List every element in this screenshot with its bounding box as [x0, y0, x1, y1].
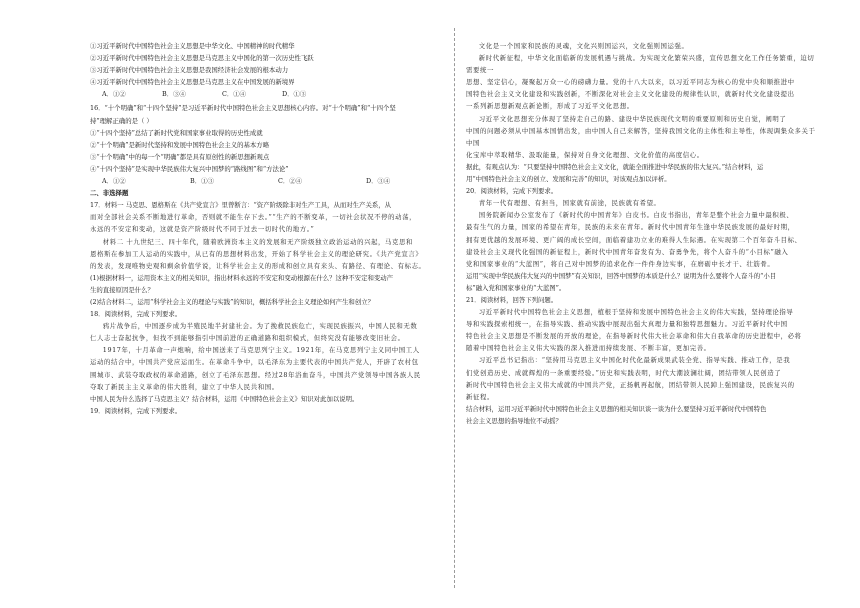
- q21-line7: 新时代中国特色社会主义伟大成就的中国共产党，正扬帆再起航，团结带领人民踔上强国建设，民族复兴的: [466, 380, 795, 389]
- q20-line4: 拥有更优越的发展环境、更广阔的成长空间，面临着建功立业的难得人生际遇。在实现第二个百年奋斗目标、: [466, 235, 802, 244]
- q17-line4: 材料二 十九世纪三、四十年代，随着欧洲资本主义的发展和无产阶级独立政治运动的兴起，马克思和: [102, 237, 414, 246]
- q15-option-4: ④习近平新时代中国特色社会主义思想是马克思主义在中国发展的新境界: [90, 78, 295, 87]
- q19-line6: 习近平文化思想充分体现了坚持走自己的路、建设中华民族现代文明的重要原则和历史自觉，阐明了: [478, 114, 787, 123]
- q21-question-line2: 社会主义思想的指导地位不动摇？: [466, 416, 562, 425]
- q16-option-2: ②“十个明确”是新时代坚持和发展中国特色社会主义的基本方略: [90, 140, 270, 149]
- q21-line5: 习近平总书记指出：“坚持用马克思主义中国化时代化最新成果武装全党、指导实践、推动工作，是我: [478, 356, 791, 365]
- q16-stem-line2: 持”理解正确的是（ ）: [90, 116, 153, 125]
- q15-choice-a: A．①②: [102, 90, 126, 99]
- q15-choice-d: D．①③: [282, 90, 307, 99]
- q18-line1: 鸦片战争后，中国逐步成为半殖民地半封建社会。为了挽救民族危亡，实现民族振兴，中国人民和无数: [102, 322, 418, 331]
- q16-stem-line1: 16．“十个明确”和“十四个坚持”是习近平新时代中国特色社会主义思想核心内容。对“十个明确”和“十四个坚: [90, 104, 396, 113]
- q18-line6: 夺取了新民主主义革命的伟大胜利，建立了中华人民共和国。: [90, 382, 279, 391]
- q16-choice-d: D．③④: [366, 177, 391, 186]
- q21-line2: 导和实践探索相统一，在指导实践、推动实践中展现出强大真理力量和独特思想魅力。习近平新时代中国: [466, 320, 788, 329]
- q15-option-3: ③习近平新时代中国特色社会主义思想是我国经济社会发展的根本动力: [90, 66, 289, 75]
- q19-title: 19．阅读材料，完成下列要求。: [90, 406, 182, 415]
- q19-line8: 化宝库中萃取精华、汲取能量，保持对自身文化理想、文化价值的高度信心。: [466, 150, 704, 159]
- q19-line1: 文化是一个国家和民族的灵魂，文化兴则国运兴，文化强则国运强。: [478, 42, 689, 50]
- q18-title: 18．阅读材料，完成下列要求。: [90, 310, 182, 319]
- q20-line5: 建设社会主义现代化强国的新征程上，新时代中国青年奋发有为、奋勇争先，将个人奋斗的“小目标”融入: [466, 247, 789, 256]
- q16-option-1: ①“十四个坚持”总结了新时代党和国家事业取得的历史性成就: [90, 128, 263, 137]
- q21-line4: 随着中国特色社会主义伟大实践的深入推进而持续发展、不断丰富，更加完善。: [466, 344, 711, 353]
- q19-question-line1: 据此，有观点认为：“只要坚持中国特色社会主义文化，就能全面推进中华民族的伟大复兴。”结合材料，运: [466, 162, 764, 171]
- q21-title: 21．阅读材料，回答下列问题。: [466, 295, 558, 304]
- q18-line4: 运动的结合中，中国共产党应运而生。在革命斗争中，以毛泽东为主要代表的中国共产党人，开辟了农村包: [90, 358, 419, 367]
- q18-line3: 1917年，十月革命一声炮响，给中国送来了马克思列宁主义。1921年，在马克思列宁主义同中国工人: [102, 346, 420, 355]
- q21-line1: 习近平新时代中国特色社会主义思想，植根于坚持和发展中国特色社会主义的伟大实践，坚持理论指导: [478, 308, 794, 317]
- q18-line5: 围城市、武装夺取政权的革命道路，创立了毛泽东思想。经过28年浴血奋斗，中国共产党领导中国各族人民: [90, 370, 421, 379]
- q18-question: 中国人民为什么选择了马克思主义？结合材料，运用《中国特色社会主义》知识对此加以说明。: [90, 394, 359, 403]
- q20-title: 20．阅读材料，完成下列要求。: [466, 187, 558, 196]
- q15-option-1: ①习近平新时代中国特色社会主义思想是中华文化、中国精神的时代精华: [90, 42, 295, 50]
- q21-question-line1: 结合材料，运用习近平新时代中国特色社会主义思想的相关知识谈一谈为什么要坚持习近平新时代中国特色: [466, 404, 767, 413]
- q19-line3: 思想、坚定信心，凝聚起万众一心的磅礴力量。党的十八大以来，以习近平同志为核心的党中央和顺推进中: [466, 78, 795, 87]
- q21-line8: 新征程。: [466, 392, 494, 401]
- q16-choices: [90, 175, 442, 187]
- q20-line1: 青年一代有理想、有担当，国家就有前途，民族就有希望。: [478, 199, 661, 208]
- q17-line1: 17．材料一 马克思、恩格斯在《共产党宣言》里曾断言：“资产阶级除非对生产工具，从而对生产关系，从: [90, 201, 392, 210]
- q19-line5: 一系列新思想新观点新论断，形成了习近平文化思想。: [466, 102, 634, 111]
- column-divider: [454, 28, 455, 588]
- q19-line7: 中国的问题必须从中国基本国情出发，由中国人自己来解答，坚持我国文化的主体性和主导性，体现调集众多关于中国: [466, 126, 816, 147]
- q20-line6: 党和国家事业的“大蓝图”，将自己对中国梦的追求化作一件件身边实事，在磨砺中长才干、壮筋骨。: [466, 259, 775, 268]
- q18-line2: 仁人志士奋起抗争，但找不到能够指引中国前进的正确道路和组织模式，但终究没有能够改变旧社会。: [90, 334, 405, 343]
- q19-line2: 新时代新征程，中华文化面临新的发展机遇与挑战。为实现文化繁荣兴盛，宣传思想文化工作任务繁重，迫切需要统一: [466, 54, 815, 75]
- q16-choice-b: B．①③: [190, 177, 214, 186]
- right-column: [466, 40, 818, 427]
- q16-choice-a: A．①②: [102, 177, 126, 186]
- q17-line2: 而对全部社会关系不断地进行革命，否则就不能生存下去。”“生产的不断变革，一切社会状况不停的动荡，: [90, 213, 417, 222]
- q15-choice-b: B．③④: [162, 90, 186, 99]
- q20-question-line1: 运用“实现中华民族伟大复兴的中国梦”有关知识，回答中国梦的本质是什么？说明为什么要将个人奋斗的“小目: [466, 271, 777, 280]
- q17-line6: 的发表，发现唯物史观和剩余价值学说，让科学社会主义的形成和创立具有来头、有路径、有理论、有标志。: [90, 261, 426, 270]
- q19-line4: 国特色社会主义文化建设和实践创新，不断深化对社会主义文化建设的规律性认识，就新时代文化建设提出: [466, 90, 795, 99]
- q17-subq1-line2: 生的直接原因是什么？: [90, 285, 154, 294]
- q15-choice-c: C．①④: [222, 90, 247, 99]
- q17-line3: 永远的不安定和变动，这就是资产阶级时代不同于过去一切时代的地方。”: [90, 225, 315, 234]
- q19-question-line2: 用“中国特色社会主义的创立、发展和完善”的知识，对该观点加以评析。: [466, 175, 671, 184]
- q16-choice-c: C．②④: [278, 177, 303, 186]
- q15-choices: [90, 88, 442, 100]
- q21-line3: 特色社会主义思想是不断发展的开放的理论，在指导新时代伟大社会革命和伟大自我革命的历史进程中，必将: [466, 332, 802, 341]
- q15-option-2: ②习近平新时代中国特色社会主义思想是马克思主义中国化的第一次历史性飞跃: [90, 54, 314, 63]
- q20-line3: 最有生气的力量，国家的希望在青年，民族的未来在青年。新时代中国青年生逢中华民族发展的最好时期，: [466, 223, 795, 232]
- q21-line6: 们党创造历史、成就辉煌的一条重要经验。”历史和实践表明，时代大潮波澜壮阔，团结带领人民创造了: [466, 368, 782, 377]
- q17-subq1-line1: (1)根据材料一，运用资本主义的相关知识，指出材料永远的不安定和变动根源在什么？这种不安定和变动产: [90, 273, 394, 282]
- q16-option-4: ④“十四个坚持”是实现中华民族伟大复兴中国梦的“路线图”和“方法论”: [90, 164, 289, 173]
- q20-question-line2: 标”融入党和国家事业的“大蓝图”。: [466, 283, 566, 292]
- q17-subq2: (2)结合材料二，运用“科学社会主义的理论与实践”的知识，概括科学社会主义理论如何产生和创立？: [90, 297, 374, 306]
- q20-line2: 国务院新闻办公室发布了《新时代的中国青年》白皮书。白皮书指出，青年是整个社会力量中最积极、: [478, 211, 794, 220]
- left-column: [90, 40, 442, 417]
- q16-option-3: ③“十个明确”中的每一个“明确”都是具有原创性的新思想新观点: [90, 152, 270, 161]
- q17-line5: 恩格斯在参加工人运动的实践中，从已有的思想材料出发，开始了科学社会主义的理论研究。《共产党宣言》: [90, 249, 423, 258]
- section-heading-non-choice: 二、非选择题: [90, 189, 129, 198]
